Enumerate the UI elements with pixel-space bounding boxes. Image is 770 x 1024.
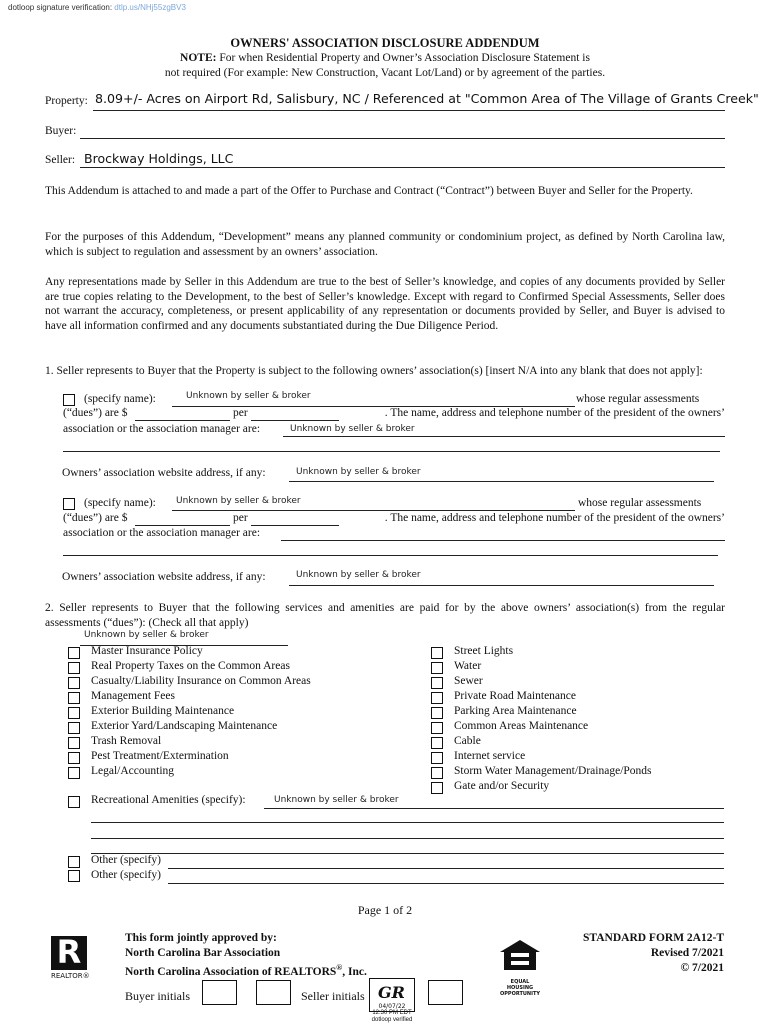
- paragraph-attachment: This Addendum is attached to and made a part of the Offer to Purchase and Contract (“Contract”) between Buyer and Seller for the Property.: [45, 185, 693, 197]
- amenity-left-checkbox[interactable]: [68, 677, 80, 689]
- stamp-time: 12:30 PM EDT: [372, 1010, 412, 1016]
- amenity-right-checkbox[interactable]: [431, 692, 443, 704]
- amenity-left-checkbox[interactable]: [68, 767, 80, 779]
- stamp-date: 04/07/22: [378, 1003, 406, 1010]
- association-2-checkbox[interactable]: [63, 498, 75, 510]
- per-label-2: per: [233, 512, 248, 524]
- page-number: Page 1 of 2: [357, 903, 413, 917]
- realtor-logo-caption: REALTOR®: [51, 972, 90, 980]
- manager-line-2[interactable]: [281, 540, 725, 541]
- name-address-label-2: . The name, address and telephone number of the president of the owners’: [384, 512, 725, 524]
- amenity-left-checkbox[interactable]: [68, 722, 80, 734]
- dues-period-field-1[interactable]: [251, 420, 339, 421]
- amenity-left-checkbox[interactable]: [68, 737, 80, 749]
- association-1-checkbox[interactable]: [63, 394, 75, 406]
- section-1-intro: 1. Seller represents to Buyer that the Property is subject to the following owners’ association(s) [insert N/A into any blank that does not apply]:: [45, 365, 703, 377]
- amenity-right-label: Storm Water Management/Drainage/Ponds: [454, 765, 652, 777]
- amenity-left-label: Exterior Building Maintenance: [91, 705, 235, 717]
- other-2-line[interactable]: [168, 883, 724, 884]
- recreational-line-3[interactable]: [91, 838, 724, 839]
- realtors-association: [125, 963, 367, 978]
- dotloop-stamp: [369, 1010, 415, 1024]
- paragraph-development: For the purposes of this Addendum, “Development” means any planned community or condominium project, as defined by North Carolina law, which is subject to regulation and assessment by an owners’ association.: [45, 231, 725, 258]
- amenity-right-label: Water: [454, 660, 482, 672]
- buyer-initials-box-1[interactable]: [202, 980, 237, 1005]
- amenity-right-checkbox[interactable]: [431, 647, 443, 659]
- amenity-left-label: Legal/Accounting: [91, 765, 175, 777]
- buyer-initials-label: Buyer initials: [125, 989, 190, 1003]
- dues-label-1: (“dues”) are $: [63, 407, 128, 419]
- seller-initials-box-2[interactable]: [428, 980, 463, 1005]
- seller-line: [80, 167, 725, 168]
- specify-name-label-1: (specify name):: [84, 393, 156, 405]
- eho-caption: EQUAL HOUSING OPPORTUNITY: [499, 979, 540, 997]
- realtors-name: North Carolina Association of REALTORS: [125, 965, 337, 978]
- recreational-value[interactable]: Unknown by seller & broker: [274, 795, 399, 805]
- amenity-right-checkbox[interactable]: [431, 662, 443, 674]
- amenity-left-checkbox[interactable]: [68, 692, 80, 704]
- manager-label-1: association or the association manager are:: [63, 423, 261, 435]
- note-line2: not required (For example: New Construction, Vacant Lot/Land) or by agreement of the parties.: [164, 67, 606, 79]
- form-title: OWNERS' ASSOCIATION DISCLOSURE ADDENDUM: [230, 36, 540, 50]
- amenity-right-checkbox[interactable]: [431, 782, 443, 794]
- verification-link[interactable]: dtlp.us/NHj55zgBV3: [114, 3, 186, 12]
- buyer-label: Buyer:: [45, 125, 77, 137]
- association-2-name[interactable]: Unknown by seller & broker: [176, 496, 301, 506]
- association-1-name[interactable]: Unknown by seller & broker: [186, 391, 311, 401]
- amenity-left-label: Trash Removal: [91, 735, 162, 747]
- amenity-right-label: Parking Area Maintenance: [454, 705, 577, 717]
- amenity-right-label: Common Areas Maintenance: [454, 720, 589, 732]
- other-1-line[interactable]: [168, 868, 724, 869]
- dotloop-verification: [8, 3, 186, 12]
- buyer-initials-box-2[interactable]: [256, 980, 291, 1005]
- recreational-line: [264, 808, 724, 809]
- manager-label-2: association or the association manager are:: [63, 527, 261, 539]
- manager-line-1: [283, 436, 725, 437]
- stamp-verified: dotloop verified: [371, 1017, 413, 1023]
- website-value-1[interactable]: Unknown by seller & broker: [296, 467, 421, 477]
- property-label: Property:: [45, 95, 88, 107]
- dues-amount-field-2[interactable]: [135, 525, 230, 526]
- amenity-right-label: Cable: [454, 735, 481, 747]
- amenity-right-checkbox[interactable]: [431, 677, 443, 689]
- realtors-reg: ®: [336, 963, 343, 972]
- recreational-line-2[interactable]: [91, 822, 724, 823]
- website-label-1: Owners’ association website address, if any:: [62, 467, 266, 479]
- seller-label: Seller:: [45, 154, 76, 166]
- seller-initials-box-1[interactable]: [369, 978, 415, 1012]
- verification-label: dotloop signature verification:: [8, 3, 113, 12]
- section-2-intro: 2. Seller represents to Buyer that the following services and amenities are paid for by the above owners’ association(s) from the regular assessments (“dues”): (Check all that apply): [45, 602, 725, 629]
- amenity-right-label: Private Road Maintenance: [454, 690, 576, 702]
- website-line-2: [289, 585, 714, 586]
- note-line1: For when Residential Property and Owner’s Association Disclosure Statement is: [219, 52, 590, 64]
- name-address-label-1: . The name, address and telephone number of the president of the owners’: [384, 407, 725, 419]
- revised-date: Revised 7/2021: [650, 947, 724, 959]
- amenity-left-label: Casualty/Liability Insurance on Common Areas: [91, 675, 311, 687]
- buyer-field[interactable]: [80, 138, 725, 139]
- section-2-unknown[interactable]: Unknown by seller & broker: [84, 630, 209, 640]
- per-label-1: per: [233, 407, 248, 419]
- paragraph-representations: Any representations made by Seller in this Addendum are true to the best of Seller’s knowledge, and copies of any documents provided by Seller are true copies relating to the Development, to the best of Seller’s knowledge. Except with regard to Confirmed Special Assessments, Seller does not warrant the accuracy, completeness, or present applicability of any representation or documents provided by Seller, and Buyer is advised to have all information confirmed and any documents substantiated during the Due Diligence Period.: [45, 276, 725, 332]
- realtor-logo: [51, 933, 90, 980]
- website-line-1: [289, 481, 714, 482]
- website-label-2: Owners’ association website address, if any:: [62, 571, 266, 583]
- amenity-right-label: Internet service: [454, 750, 526, 762]
- amenity-right-checkbox[interactable]: [431, 737, 443, 749]
- website-value-2[interactable]: Unknown by seller & broker: [296, 570, 421, 580]
- other-2-checkbox[interactable]: [68, 870, 80, 882]
- amenity-left-checkbox[interactable]: [68, 752, 80, 764]
- recreational-line-4[interactable]: [91, 853, 724, 854]
- recreational-label: Recreational Amenities (specify):: [91, 794, 246, 806]
- other-1-label: Other (specify): [91, 854, 161, 866]
- other-2-label: Other (specify): [91, 869, 161, 881]
- whose-label-2: whose regular assessments: [578, 497, 702, 509]
- equal-housing-icon: [497, 938, 543, 997]
- amenity-right-label: Sewer: [454, 675, 483, 687]
- amenity-right-label: Gate and/or Security: [454, 780, 550, 792]
- form-note: [0, 51, 770, 81]
- manager-value-1[interactable]: Unknown by seller & broker: [290, 424, 415, 434]
- dues-amount-field-1[interactable]: [135, 420, 230, 421]
- amenity-left-label: Pest Treatment/Extermination: [91, 750, 229, 762]
- other-1-checkbox[interactable]: [68, 856, 80, 868]
- amenity-left-checkbox[interactable]: [68, 707, 80, 719]
- amenity-left-label: Master Insurance Policy: [91, 645, 203, 657]
- standard-form: STANDARD FORM 2A12-T: [583, 932, 724, 944]
- association-2-name-line: [172, 510, 575, 511]
- copyright: © 7/2021: [680, 962, 724, 974]
- note-bold: NOTE:: [180, 52, 217, 64]
- amenity-right-checkbox[interactable]: [431, 752, 443, 764]
- amenity-left-checkbox[interactable]: [68, 647, 80, 659]
- property-line: [93, 110, 725, 111]
- property-field[interactable]: 8.09+/- Acres on Airport Rd, Salisbury, NC / Referenced at "Common Area of The Village of Grants Creek": [95, 91, 759, 106]
- amenity-left-label: Exterior Yard/Landscaping Maintenance: [91, 720, 278, 732]
- bar-association: North Carolina Bar Association: [125, 947, 281, 959]
- approved-label: This form jointly approved by:: [125, 932, 277, 944]
- seller-initials-label: Seller initials: [301, 989, 365, 1003]
- amenity-left-label: Management Fees: [91, 690, 175, 702]
- specify-name-label-2: (specify name):: [84, 497, 156, 509]
- recreational-checkbox[interactable]: [68, 796, 80, 808]
- dues-label-2: (“dues”) are $: [63, 512, 128, 524]
- amenity-right-checkbox[interactable]: [431, 722, 443, 734]
- realtors-suffix: , Inc.: [342, 965, 367, 978]
- seller-field[interactable]: Brockway Holdings, LLC: [84, 151, 234, 166]
- amenity-right-checkbox[interactable]: [431, 767, 443, 779]
- amenity-right-checkbox[interactable]: [431, 707, 443, 719]
- amenity-right-label: Street Lights: [454, 645, 514, 657]
- manager-line-2b[interactable]: [63, 555, 718, 556]
- dues-period-field-2[interactable]: [251, 525, 339, 526]
- amenity-left-label: Real Property Taxes on the Common Areas: [91, 660, 290, 672]
- whose-label-1: whose regular assessments: [576, 393, 700, 405]
- realtor-logo-letter: R: [56, 933, 82, 971]
- seller-initials-signature: GR: [378, 983, 405, 1002]
- amenity-left-checkbox[interactable]: [68, 662, 80, 674]
- manager-line-1b[interactable]: [63, 451, 720, 452]
